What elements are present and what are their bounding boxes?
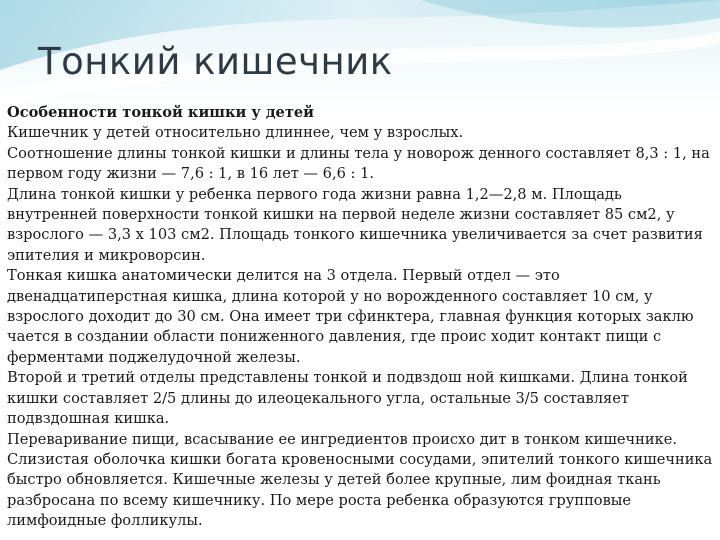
slide-body-text [7, 103, 715, 532]
paragraph: Второй и третий отделы представлены тонкой и подвздош ной кишками. Длина тонкой кишки составляет 2/5 длины до илеоцекального угла, остальные 3/5 составляет подвздошная кишка. [7, 369, 688, 428]
slide-title: Тонкий кишечник [38, 40, 393, 83]
paragraph: Тонкая кишка анатомически делится на 3 отдела. Первый отдел — это двенадцатиперстная кишка, длина которой у но ворожденного составляет 10 см, у взрослого доходит до 30 см. Она имеет три сфинктера, главная функция которых заклю чается в создании области пониженного давления, где проис ходит контакт пищи с ферментами поджелудочной железы. [7, 267, 694, 366]
paragraph: Кишечник у детей относительно длиннее, чем у взрослых. [7, 124, 464, 142]
paragraph: Длина тонкой кишки у ребенка первого года жизни равна 1,2—2,8 м. Площадь внутренней поверхности тонкой кишки на первой неделе жизни составляет 85 см2, у взрослого — 3,3 х 103 см2. Площадь тонкого кишечника увеличивается за счет развития эпителия и микроворсин. [7, 185, 703, 264]
paragraph: Соотношение длины тонкой кишки и длины тела у новорож денного составляет 8,3 : 1, на первом году жизни — 7,6 : 1, в 16 лет — 6,6 : 1. [7, 144, 710, 183]
section-heading: Особенности тонкой кишки у детей [7, 104, 314, 121]
paragraph: Переваривание пищи, всасывание ее ингредиентов происхо дит в тонком кишечнике. Слизистая оболочка кишки богата кровеносными сосудами, эпителий тонкого кишечника быстро обновляется. Кишечные железы у детей более крупные, лим фоидная ткань разбросана по всему кишечнику. По мере роста ребенка образуются групповые лимфоидные фолликулы. [7, 430, 713, 530]
